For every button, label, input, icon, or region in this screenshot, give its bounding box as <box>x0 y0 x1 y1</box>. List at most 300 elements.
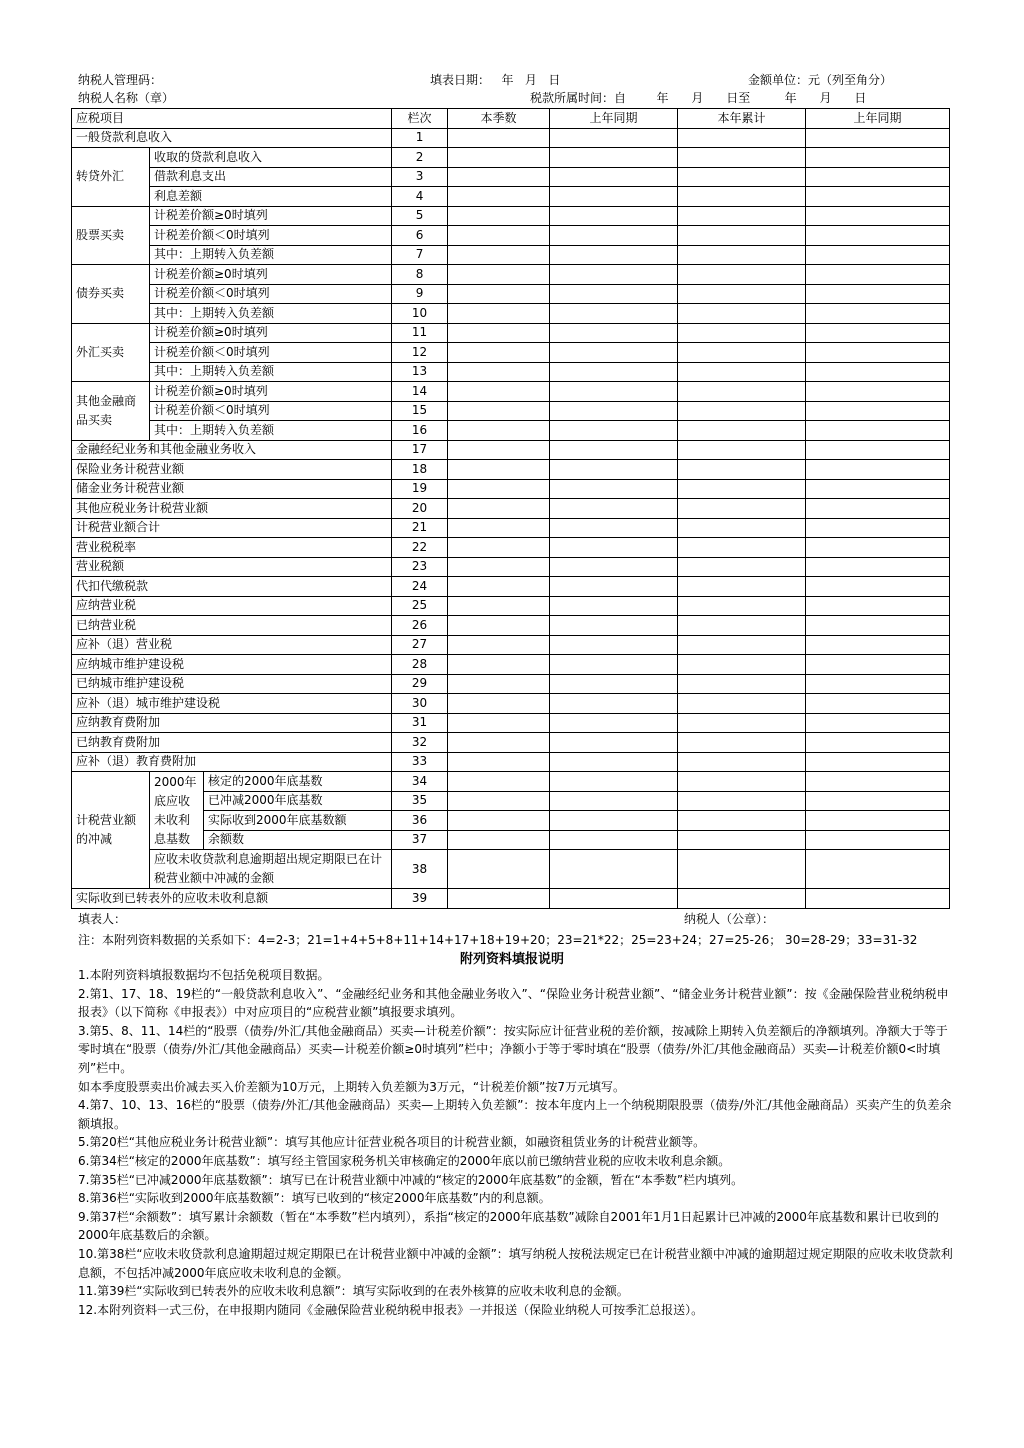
value-cell-last-year-same-quarter[interactable] <box>550 128 678 148</box>
value-cell-last-year-same-period[interactable] <box>806 323 950 343</box>
value-cell-ytd[interactable] <box>678 187 806 207</box>
value-cell-this-quarter[interactable] <box>448 538 550 558</box>
value-cell-this-quarter[interactable] <box>448 187 550 207</box>
table-row <box>72 460 950 480</box>
value-cell-ytd[interactable] <box>678 557 806 577</box>
table-row <box>72 323 950 343</box>
value-cell-last-year-same-quarter[interactable] <box>550 343 678 363</box>
table-row <box>72 128 950 148</box>
row-number: 1 <box>392 128 448 148</box>
value-cell-ytd[interactable] <box>678 538 806 558</box>
row-number: 11 <box>392 323 448 343</box>
value-cell-this-quarter[interactable] <box>448 850 550 889</box>
table-row <box>72 245 950 265</box>
row-number: 12 <box>392 343 448 363</box>
value-cell-last-year-same-period[interactable] <box>806 304 950 324</box>
instruction-item: 6.第34栏“核定的2000年底基数”：填写经主管国家税务机关审核确定的2000年底以前已缴纳营业税的应收未收利息余额。 <box>78 1153 731 1168</box>
group-label: 转贷外汇 <box>72 148 150 207</box>
item-label: 一般贷款利息收入 <box>72 128 392 148</box>
row-number: 27 <box>392 635 448 655</box>
value-cell-ytd[interactable] <box>678 128 806 148</box>
value-cell-last-year-same-period[interactable] <box>806 635 950 655</box>
value-cell-ytd[interactable] <box>678 265 806 285</box>
value-cell-this-quarter[interactable] <box>448 440 550 460</box>
value-cell-this-quarter[interactable] <box>448 284 550 304</box>
value-cell-last-year-same-quarter[interactable] <box>550 791 678 811</box>
value-cell-last-year-same-period[interactable] <box>806 733 950 753</box>
value-cell-last-year-same-quarter[interactable] <box>550 284 678 304</box>
instruction-item: 12.本附列资料一式三份，在申报期内随同《金融保险营业税纳税申报表》一并报送（保险业纳税人可按季汇总报送）。 <box>78 1302 704 1317</box>
value-cell-this-quarter[interactable] <box>448 655 550 675</box>
value-cell-last-year-same-period[interactable] <box>806 538 950 558</box>
row-number: 34 <box>392 772 448 792</box>
value-cell-this-quarter[interactable] <box>448 674 550 694</box>
table-row <box>72 518 950 538</box>
value-cell-this-quarter[interactable] <box>448 635 550 655</box>
row-number: 6 <box>392 226 448 246</box>
value-cell-last-year-same-quarter[interactable] <box>550 635 678 655</box>
value-cell-last-year-same-quarter[interactable] <box>550 830 678 850</box>
value-cell-ytd[interactable] <box>678 479 806 499</box>
value-cell-last-year-same-period[interactable] <box>806 343 950 363</box>
row-number: 22 <box>392 538 448 558</box>
value-cell-last-year-same-period[interactable] <box>806 460 950 480</box>
value-cell-ytd[interactable] <box>678 850 806 889</box>
row-number: 18 <box>392 460 448 480</box>
value-cell-ytd[interactable] <box>678 323 806 343</box>
row-number: 9 <box>392 284 448 304</box>
item-label: 其他应税业务计税营业额 <box>72 499 392 519</box>
taxpayer-code-label: 纳税人管理码： <box>78 73 163 87</box>
row-number: 20 <box>392 499 448 519</box>
item-label: 储金业务计税营业额 <box>72 479 392 499</box>
value-cell-ytd[interactable] <box>678 518 806 538</box>
tax-period-label: 税款所属时间：自 年 月 日至 年 月 日 <box>530 91 867 105</box>
value-cell-last-year-same-quarter[interactable] <box>550 362 678 382</box>
instruction-item: 8.第36栏“实际收到2000年底基数额”：填写已收到的“核定2000年底基数”内的利息额。 <box>78 1191 551 1206</box>
value-cell-last-year-same-quarter[interactable] <box>550 265 678 285</box>
table-row <box>72 284 950 304</box>
value-cell-ytd[interactable] <box>678 206 806 226</box>
row-number: 32 <box>392 733 448 753</box>
item-label: 计税差价额＜0时填列 <box>150 401 392 421</box>
group-label: 计税营业额的冲减 <box>72 772 150 889</box>
value-cell-last-year-same-period[interactable] <box>806 889 950 909</box>
item-label: 计税差价额≥0时填列 <box>150 382 392 402</box>
value-cell-this-quarter[interactable] <box>448 733 550 753</box>
table-row <box>72 479 950 499</box>
item-label: 营业税税率 <box>72 538 392 558</box>
table-row <box>72 538 950 558</box>
value-cell-last-year-same-period[interactable] <box>806 811 950 831</box>
relation-note: 注：本附列资料数据的关系如下：4=2-3；21=1+4+5+8+11+14+17+18+19+20；23=21*22；25=23+24；27=25-26； 30=28-29；33=31-32 <box>78 933 918 947</box>
item-label: 应补（退）教育费附加 <box>72 752 392 772</box>
item-label: 计税差价额＜0时填列 <box>150 284 392 304</box>
value-cell-last-year-same-quarter[interactable] <box>550 421 678 441</box>
value-cell-ytd[interactable] <box>678 401 806 421</box>
item-label: 已冲减2000年底基数 <box>204 791 392 811</box>
table-row <box>72 713 950 733</box>
item-label: 收取的贷款利息收入 <box>150 148 392 168</box>
instruction-item: 4.第7、10、13、16栏的“股票（债券/外汇/其他金融商品）买卖—上期转入负差额”：按本年度内上一个纳税期限股票（债券/外汇/其他金融商品）买卖产生的负差余额填报。 <box>78 1098 952 1131</box>
instruction-item: 11.第39栏“实际收到已转表外的应收未收利息额”：填写实际收到的在表外核算的应收未收利息的金额。 <box>78 1284 629 1299</box>
value-cell-this-quarter[interactable] <box>448 479 550 499</box>
value-cell-last-year-same-period[interactable] <box>806 362 950 382</box>
value-cell-last-year-same-period[interactable] <box>806 850 950 889</box>
table-row <box>72 343 950 363</box>
value-cell-ytd[interactable] <box>678 791 806 811</box>
table-row <box>72 362 950 382</box>
item-label: 金融经纪业务和其他金融业务收入 <box>72 440 392 460</box>
value-cell-this-quarter[interactable] <box>448 557 550 577</box>
instruction-item: 1.本附列资料填报数据均不包括免税项目数据。 <box>78 968 330 982</box>
value-cell-ytd[interactable] <box>678 635 806 655</box>
taxpayer-name-label: 纳税人名称（章） <box>78 91 175 105</box>
value-cell-last-year-same-period[interactable] <box>806 499 950 519</box>
item-label: 应补（退）营业税 <box>72 635 392 655</box>
value-cell-last-year-same-quarter[interactable] <box>550 187 678 207</box>
value-cell-this-quarter[interactable] <box>448 304 550 324</box>
value-cell-ytd[interactable] <box>678 830 806 850</box>
table-row <box>72 674 950 694</box>
row-number: 36 <box>392 811 448 831</box>
row-number: 17 <box>392 440 448 460</box>
value-cell-last-year-same-quarter[interactable] <box>550 772 678 792</box>
value-cell-last-year-same-quarter[interactable] <box>550 206 678 226</box>
value-cell-last-year-same-period[interactable] <box>806 479 950 499</box>
value-cell-this-quarter[interactable] <box>448 343 550 363</box>
row-number: 13 <box>392 362 448 382</box>
value-cell-last-year-same-period[interactable] <box>806 557 950 577</box>
value-cell-ytd[interactable] <box>678 304 806 324</box>
value-cell-ytd[interactable] <box>678 713 806 733</box>
value-cell-this-quarter[interactable] <box>448 421 550 441</box>
value-cell-this-quarter[interactable] <box>448 245 550 265</box>
instruction-item: 9.第37栏“余额数”：填写累计余额数（暂在“本季数”栏内填列），系指“核定的2000年底基数”减除自2001年1月1日起累计已冲减的2000年底基数和累计已收到的2000年底基数后的余额。 <box>78 1209 939 1243</box>
value-cell-this-quarter[interactable] <box>448 596 550 616</box>
table-row <box>72 206 950 226</box>
item-label: 计税营业额合计 <box>72 518 392 538</box>
row-number: 10 <box>392 304 448 324</box>
value-cell-this-quarter[interactable] <box>448 323 550 343</box>
item-label: 其中：上期转入负差额 <box>150 304 392 324</box>
value-cell-last-year-same-period[interactable] <box>806 791 950 811</box>
row-number: 33 <box>392 752 448 772</box>
value-cell-ytd[interactable] <box>678 440 806 460</box>
value-cell-last-year-same-quarter[interactable] <box>550 518 678 538</box>
value-cell-this-quarter[interactable] <box>448 499 550 519</box>
table-row <box>72 694 950 714</box>
value-cell-last-year-same-period[interactable] <box>806 284 950 304</box>
value-cell-this-quarter[interactable] <box>448 518 550 538</box>
value-cell-last-year-same-quarter[interactable] <box>550 655 678 675</box>
col-header-last-year-same-period: 上年同期 <box>806 109 950 129</box>
value-cell-last-year-same-period[interactable] <box>806 752 950 772</box>
value-cell-ytd[interactable] <box>678 421 806 441</box>
value-cell-this-quarter[interactable] <box>448 148 550 168</box>
table-row <box>72 772 950 792</box>
item-label: 已纳城市维护建设税 <box>72 674 392 694</box>
instruction-item: 2.第1、17、18、19栏的“一般贷款利息收入”、“金融经纪业务和其他金融业务收入”、“保险业务计税营业额”、“储金业务计税营业额”：按《金融保险营业税纳税申报表》（以下简称《申报表》）中对应项目的“应税营业额”填报要求填列。 <box>78 986 949 1020</box>
value-cell-ytd[interactable] <box>678 362 806 382</box>
table-row <box>72 596 950 616</box>
row-number: 23 <box>392 557 448 577</box>
value-cell-this-quarter[interactable] <box>448 889 550 909</box>
row-number: 3 <box>392 167 448 187</box>
table-row <box>72 577 950 597</box>
value-cell-last-year-same-period[interactable] <box>806 226 950 246</box>
row-number: 14 <box>392 382 448 402</box>
value-cell-last-year-same-period[interactable] <box>806 167 950 187</box>
value-cell-last-year-same-period[interactable] <box>806 674 950 694</box>
item-label: 借款利息支出 <box>150 167 392 187</box>
row-number: 31 <box>392 713 448 733</box>
item-label: 应纳城市维护建设税 <box>72 655 392 675</box>
value-cell-this-quarter[interactable] <box>448 811 550 831</box>
value-cell-this-quarter[interactable] <box>448 382 550 402</box>
value-cell-last-year-same-quarter[interactable] <box>550 616 678 636</box>
value-cell-this-quarter[interactable] <box>448 460 550 480</box>
row-number: 39 <box>392 889 448 909</box>
value-cell-last-year-same-period[interactable] <box>806 128 950 148</box>
row-number: 26 <box>392 616 448 636</box>
col-header-last-year-same-quarter: 上年同期 <box>550 109 678 129</box>
item-label: 计税差价额＜0时填列 <box>150 343 392 363</box>
item-label: 计税差价额≥0时填列 <box>150 323 392 343</box>
value-cell-ytd[interactable] <box>678 674 806 694</box>
value-cell-last-year-same-period[interactable] <box>806 401 950 421</box>
value-cell-last-year-same-quarter[interactable] <box>550 167 678 187</box>
value-cell-ytd[interactable] <box>678 343 806 363</box>
filler-label: 填表人： <box>78 912 127 926</box>
item-label: 代扣代缴税款 <box>72 577 392 597</box>
value-cell-ytd[interactable] <box>678 167 806 187</box>
table-row <box>72 635 950 655</box>
value-cell-last-year-same-period[interactable] <box>806 655 950 675</box>
value-cell-ytd[interactable] <box>678 772 806 792</box>
table-row <box>72 421 950 441</box>
value-cell-ytd[interactable] <box>678 733 806 753</box>
row-number: 19 <box>392 479 448 499</box>
value-cell-ytd[interactable] <box>678 226 806 246</box>
value-cell-ytd[interactable] <box>678 596 806 616</box>
value-cell-this-quarter[interactable] <box>448 713 550 733</box>
value-cell-last-year-same-quarter[interactable] <box>550 148 678 168</box>
value-cell-last-year-same-quarter[interactable] <box>550 577 678 597</box>
value-cell-last-year-same-period[interactable] <box>806 440 950 460</box>
value-cell-this-quarter[interactable] <box>448 362 550 382</box>
table-row <box>72 850 950 889</box>
fill-date-label: 填表日期： 年 月 日 <box>430 73 561 87</box>
row-number: 29 <box>392 674 448 694</box>
item-label: 营业税额 <box>72 557 392 577</box>
value-cell-last-year-same-quarter[interactable] <box>550 401 678 421</box>
value-cell-last-year-same-quarter[interactable] <box>550 557 678 577</box>
value-cell-last-year-same-period[interactable] <box>806 694 950 714</box>
value-cell-last-year-same-quarter[interactable] <box>550 382 678 402</box>
table-row <box>72 304 950 324</box>
item-label: 应收未收贷款利息逾期超出规定期限已在计税营业额中冲减的金额 <box>150 850 392 889</box>
value-cell-last-year-same-period[interactable] <box>806 206 950 226</box>
value-cell-this-quarter[interactable] <box>448 167 550 187</box>
value-cell-last-year-same-period[interactable] <box>806 596 950 616</box>
value-cell-last-year-same-period[interactable] <box>806 421 950 441</box>
table-row <box>72 440 950 460</box>
table-row <box>72 187 950 207</box>
value-cell-this-quarter[interactable] <box>448 226 550 246</box>
amount-unit-label: 金额单位：元（列至角分） <box>748 73 893 87</box>
table-row <box>72 148 950 168</box>
value-cell-last-year-same-period[interactable] <box>806 772 950 792</box>
row-number: 25 <box>392 596 448 616</box>
table-row <box>72 733 950 753</box>
table-row <box>72 889 950 909</box>
instruction-item: 如本季度股票卖出价减去买入价差额为10万元，上期转入负差额为3万元，“计税差价额”按7万元填写。 <box>78 1079 625 1094</box>
row-number: 35 <box>392 791 448 811</box>
table-row <box>72 499 950 519</box>
value-cell-last-year-same-quarter[interactable] <box>550 499 678 519</box>
value-cell-this-quarter[interactable] <box>448 694 550 714</box>
value-cell-last-year-same-period[interactable] <box>806 713 950 733</box>
value-cell-last-year-same-quarter[interactable] <box>550 694 678 714</box>
item-label: 计税差价额＜0时填列 <box>150 226 392 246</box>
value-cell-ytd[interactable] <box>678 752 806 772</box>
value-cell-last-year-same-period[interactable] <box>806 187 950 207</box>
value-cell-ytd[interactable] <box>678 655 806 675</box>
table-row <box>72 265 950 285</box>
value-cell-ytd[interactable] <box>678 616 806 636</box>
value-cell-ytd[interactable] <box>678 460 806 480</box>
item-label: 实际收到已转表外的应收未收利息额 <box>72 889 392 909</box>
value-cell-last-year-same-quarter[interactable] <box>550 323 678 343</box>
row-number: 30 <box>392 694 448 714</box>
col-header-item: 应税项目 <box>72 109 392 129</box>
value-cell-ytd[interactable] <box>678 889 806 909</box>
item-label: 应补（退）城市维护建设税 <box>72 694 392 714</box>
value-cell-ytd[interactable] <box>678 284 806 304</box>
item-label: 应纳营业税 <box>72 596 392 616</box>
row-number: 28 <box>392 655 448 675</box>
row-number: 38 <box>392 850 448 889</box>
table-row <box>72 557 950 577</box>
value-cell-this-quarter[interactable] <box>448 128 550 148</box>
value-cell-last-year-same-quarter[interactable] <box>550 850 678 889</box>
value-cell-this-quarter[interactable] <box>448 206 550 226</box>
value-cell-last-year-same-period[interactable] <box>806 577 950 597</box>
value-cell-ytd[interactable] <box>678 382 806 402</box>
value-cell-this-quarter[interactable] <box>448 791 550 811</box>
value-cell-last-year-same-quarter[interactable] <box>550 889 678 909</box>
row-number: 7 <box>392 245 448 265</box>
value-cell-ytd[interactable] <box>678 694 806 714</box>
instructions-title: 附列资料填报说明 <box>459 952 564 967</box>
group-label: 债券买卖 <box>72 265 150 324</box>
value-cell-ytd[interactable] <box>678 811 806 831</box>
value-cell-this-quarter[interactable] <box>448 401 550 421</box>
value-cell-last-year-same-period[interactable] <box>806 245 950 265</box>
row-number: 37 <box>392 830 448 850</box>
row-number: 5 <box>392 206 448 226</box>
subgroup-label: 2000年底应收未收利息基数 <box>150 772 204 850</box>
value-cell-last-year-same-quarter[interactable] <box>550 245 678 265</box>
value-cell-this-quarter[interactable] <box>448 265 550 285</box>
item-label: 其中：上期转入负差额 <box>150 362 392 382</box>
value-cell-this-quarter[interactable] <box>448 830 550 850</box>
item-label: 已纳营业税 <box>72 616 392 636</box>
table-row <box>72 616 950 636</box>
value-cell-last-year-same-period[interactable] <box>806 148 950 168</box>
value-cell-last-year-same-quarter[interactable] <box>550 538 678 558</box>
value-cell-this-quarter[interactable] <box>448 772 550 792</box>
instruction-item: 7.第35栏“已冲减2000年底基数额”：填写已在计税营业额中冲减的“核定的2000年底基数”的金额，暂在“本季数”栏内填列。 <box>78 1172 744 1187</box>
table-row <box>72 226 950 246</box>
row-number: 2 <box>392 148 448 168</box>
table-row <box>72 830 950 850</box>
value-cell-last-year-same-period[interactable] <box>806 616 950 636</box>
value-cell-ytd[interactable] <box>678 245 806 265</box>
table-row <box>72 655 950 675</box>
item-label: 余额数 <box>204 830 392 850</box>
table-row <box>72 167 950 187</box>
item-label: 其中：上期转入负差额 <box>150 245 392 265</box>
item-label: 核定的2000年底基数 <box>204 772 392 792</box>
value-cell-last-year-same-quarter[interactable] <box>550 479 678 499</box>
table-row <box>72 791 950 811</box>
value-cell-last-year-same-quarter[interactable] <box>550 674 678 694</box>
row-number: 24 <box>392 577 448 597</box>
value-cell-this-quarter[interactable] <box>448 577 550 597</box>
instructions-body <box>78 966 956 1319</box>
table-row <box>72 811 950 831</box>
table-row <box>72 752 950 772</box>
value-cell-last-year-same-period[interactable] <box>806 830 950 850</box>
col-header-this-quarter: 本季数 <box>448 109 550 129</box>
row-number: 4 <box>392 187 448 207</box>
value-cell-last-year-same-quarter[interactable] <box>550 752 678 772</box>
item-label: 利息差额 <box>150 187 392 207</box>
value-cell-last-year-same-quarter[interactable] <box>550 440 678 460</box>
value-cell-last-year-same-quarter[interactable] <box>550 713 678 733</box>
value-cell-last-year-same-period[interactable] <box>806 265 950 285</box>
table-row <box>72 401 950 421</box>
value-cell-last-year-same-quarter[interactable] <box>550 460 678 480</box>
value-cell-this-quarter[interactable] <box>448 616 550 636</box>
value-cell-last-year-same-quarter[interactable] <box>550 304 678 324</box>
table-row <box>72 382 950 402</box>
row-number: 21 <box>392 518 448 538</box>
value-cell-last-year-same-quarter[interactable] <box>550 226 678 246</box>
value-cell-last-year-same-quarter[interactable] <box>550 811 678 831</box>
col-header-ytd: 本年累计 <box>678 109 806 129</box>
seal-label: 纳税人（公章）： <box>684 912 775 926</box>
value-cell-last-year-same-period[interactable] <box>806 382 950 402</box>
value-cell-last-year-same-quarter[interactable] <box>550 733 678 753</box>
instruction-item: 10.第38栏“应收未收贷款利息逾期超过规定期限已在计税营业额中冲减的金额”：填写纳税人按税法规定已在计税营业额中冲减的逾期超过规定期限的应收未收贷款利息额，不包括冲减2000年底应收未收利息的金额。 <box>78 1246 953 1280</box>
value-cell-this-quarter[interactable] <box>448 752 550 772</box>
declaration-table <box>71 108 950 909</box>
value-cell-last-year-same-period[interactable] <box>806 518 950 538</box>
instruction-item: 5.第20栏“其他应税业务计税营业额”：填写其他应计征营业税各项目的计税营业额，如融资租赁业务的计税营业额等。 <box>78 1135 706 1150</box>
item-label: 已纳教育费附加 <box>72 733 392 753</box>
table-header-row <box>72 109 950 129</box>
value-cell-last-year-same-quarter[interactable] <box>550 596 678 616</box>
group-label: 股票买卖 <box>72 206 150 265</box>
value-cell-ytd[interactable] <box>678 499 806 519</box>
item-label: 应纳教育费附加 <box>72 713 392 733</box>
value-cell-ytd[interactable] <box>678 148 806 168</box>
value-cell-ytd[interactable] <box>678 577 806 597</box>
item-label: 其中：上期转入负差额 <box>150 421 392 441</box>
